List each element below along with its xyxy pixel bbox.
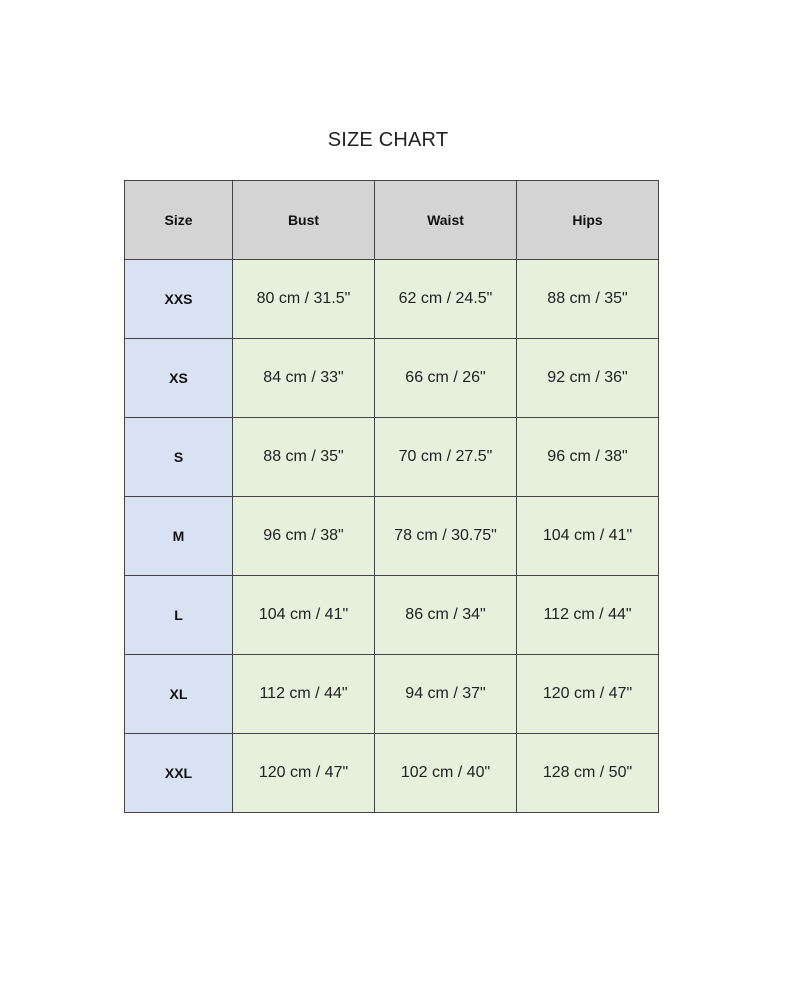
- size-cell: XS: [125, 339, 233, 418]
- bust-cell: 96 cm / 38": [233, 497, 375, 576]
- column-header-bust: Bust: [233, 181, 375, 260]
- size-cell: M: [125, 497, 233, 576]
- size-cell: L: [125, 576, 233, 655]
- table-row: [125, 655, 659, 734]
- size-chart-table: [124, 180, 659, 813]
- size-cell: XXS: [125, 260, 233, 339]
- size-cell: XXL: [125, 734, 233, 813]
- column-header-size: Size: [125, 181, 233, 260]
- table-row: [125, 734, 659, 813]
- table-row: [125, 497, 659, 576]
- table-row: [125, 260, 659, 339]
- hips-cell: 88 cm / 35": [517, 260, 659, 339]
- size-cell: S: [125, 418, 233, 497]
- bust-cell: 112 cm / 44": [233, 655, 375, 734]
- table-row: [125, 576, 659, 655]
- hips-cell: 104 cm / 41": [517, 497, 659, 576]
- hips-cell: 112 cm / 44": [517, 576, 659, 655]
- waist-cell: 66 cm / 26": [375, 339, 517, 418]
- bust-cell: 84 cm / 33": [233, 339, 375, 418]
- table-row: [125, 339, 659, 418]
- waist-cell: 78 cm / 30.75": [375, 497, 517, 576]
- waist-cell: 102 cm / 40": [375, 734, 517, 813]
- page-title: SIZE CHART: [327, 129, 449, 151]
- waist-cell: 70 cm / 27.5": [375, 418, 517, 497]
- hips-cell: 128 cm / 50": [517, 734, 659, 813]
- hips-cell: 96 cm / 38": [517, 418, 659, 497]
- bust-cell: 88 cm / 35": [233, 418, 375, 497]
- waist-cell: 94 cm / 37": [375, 655, 517, 734]
- column-header-waist: Waist: [375, 181, 517, 260]
- size-cell: XL: [125, 655, 233, 734]
- column-header-hips: Hips: [517, 181, 659, 260]
- table-header-row: [125, 181, 659, 260]
- bust-cell: 120 cm / 47": [233, 734, 375, 813]
- bust-cell: 80 cm / 31.5": [233, 260, 375, 339]
- waist-cell: 86 cm / 34": [375, 576, 517, 655]
- hips-cell: 92 cm / 36": [517, 339, 659, 418]
- bust-cell: 104 cm / 41": [233, 576, 375, 655]
- waist-cell: 62 cm / 24.5": [375, 260, 517, 339]
- hips-cell: 120 cm / 47": [517, 655, 659, 734]
- table-row: [125, 418, 659, 497]
